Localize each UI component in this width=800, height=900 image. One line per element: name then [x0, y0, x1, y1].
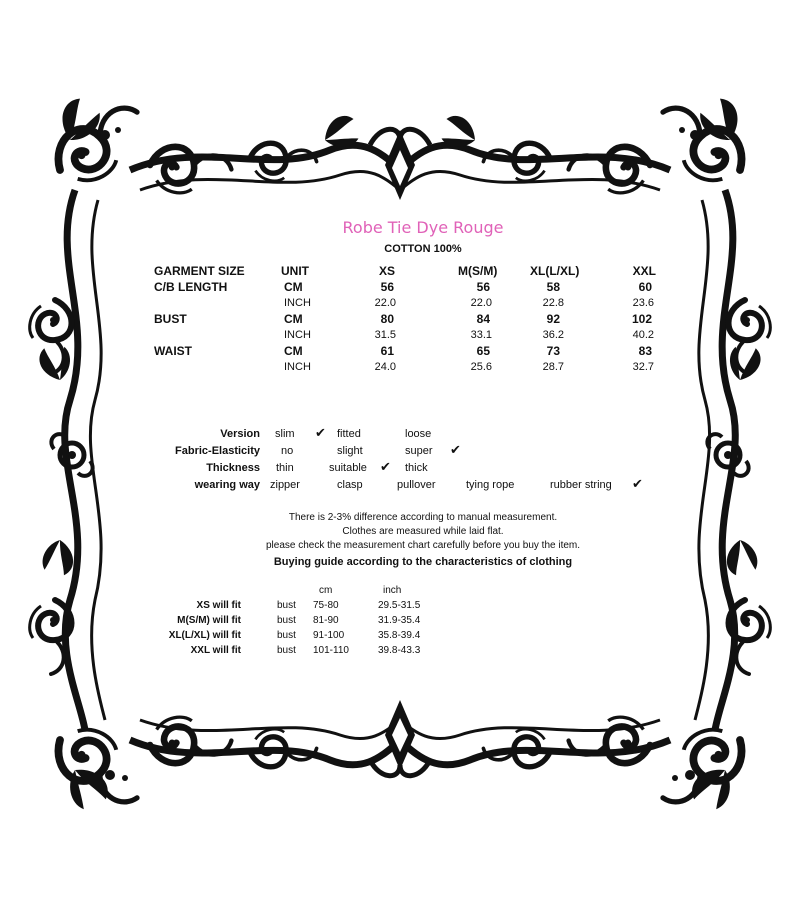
header-xl: XL(L/XL) — [530, 264, 580, 278]
length-inch-xl: 22.8 — [542, 297, 564, 309]
unit-inch: INCH — [284, 297, 311, 309]
fit-label-xxl: XXL will fit — [190, 645, 241, 656]
fit-inch-m: 31.9-35.4 — [378, 615, 421, 626]
top-center-crest — [370, 129, 430, 200]
note-check-chart: please check the measurement chart carefully before you buy the item. — [265, 540, 581, 551]
length-cm-xl: 58 — [546, 280, 560, 294]
fit-inch-xxl: 39.8-43.3 — [378, 645, 421, 656]
product-title: Robe Tie Dye Rouge — [342, 218, 504, 237]
waist-cm-m: 65 — [476, 344, 490, 358]
waist-inch-xs: 24.0 — [374, 361, 396, 373]
header-unit: UNIT — [281, 264, 309, 278]
unit-cm: CM — [284, 344, 303, 358]
thickness-label: Thickness — [206, 462, 260, 474]
version-option-slim: slim — [275, 428, 295, 440]
waist-cm-xxl: 83 — [638, 344, 652, 358]
length-cm-m: 56 — [476, 280, 490, 294]
unit-inch: INCH — [284, 329, 311, 341]
buying-guide-title: Buying guide according to the characteristics of clothing — [273, 556, 573, 568]
row-label-bust: BUST — [154, 312, 187, 326]
wearing-option-pullover: pullover — [397, 479, 436, 491]
wearing-way-label: wearing way — [194, 479, 260, 491]
wearing-option-rubber-string: rubber string — [550, 479, 612, 491]
row-label-waist: WAIST — [154, 344, 192, 358]
header-xs: XS — [379, 264, 396, 278]
elasticity-label: Fabric-Elasticity — [175, 445, 260, 457]
unit-cm: CM — [284, 280, 303, 294]
corner-bottom-right — [645, 715, 754, 818]
waist-cm-xl: 73 — [546, 344, 560, 358]
unit-inch: INCH — [284, 361, 311, 373]
bust-inch-xl: 36.2 — [542, 329, 564, 341]
fit-inch-xs: 29.5-31.5 — [378, 600, 421, 611]
bust-inch-xs: 31.5 — [374, 329, 396, 341]
corner-top-left — [46, 92, 155, 195]
elasticity-option-slight: slight — [337, 445, 363, 457]
corner-bottom-left — [46, 715, 155, 818]
fit-part: bust — [277, 630, 296, 641]
header-xxl: XXL — [632, 264, 656, 278]
material-label: COTTON 100% — [384, 243, 462, 255]
waist-inch-xxl: 32.7 — [632, 361, 654, 373]
checkmark-icon: ✔ — [450, 442, 461, 457]
row-label-length: C/B LENGTH — [154, 280, 228, 294]
fit-part: bust — [277, 645, 296, 656]
bust-cm-xxl: 102 — [631, 312, 652, 326]
fit-label-xs: XS will fit — [196, 600, 241, 611]
checkmark-icon: ✔ — [632, 476, 643, 491]
corner-top-right — [645, 92, 754, 195]
fit-col-inch: inch — [383, 585, 402, 596]
elasticity-option-no: no — [281, 445, 294, 457]
waist-cm-xs: 61 — [380, 344, 394, 358]
version-option-loose: loose — [405, 428, 432, 440]
thickness-option-thin: thin — [276, 462, 294, 474]
bust-inch-m: 33.1 — [470, 329, 492, 341]
fit-inch-xl: 35.8-39.4 — [378, 630, 421, 641]
thickness-option-thick: thick — [405, 462, 428, 474]
fit-label-m: M(S/M) will fit — [177, 615, 241, 626]
fit-cm-xl: 91-100 — [313, 630, 345, 641]
version-option-fitted: fitted — [337, 428, 361, 440]
thickness-option-suitable: suitable — [329, 462, 367, 474]
bust-cm-xl: 92 — [546, 312, 560, 326]
length-cm-xxl: 60 — [638, 280, 652, 294]
wearing-option-zipper: zipper — [270, 479, 300, 491]
length-inch-xxl: 23.6 — [632, 297, 654, 309]
fit-col-cm: cm — [319, 585, 333, 596]
fit-part: bust — [277, 600, 296, 611]
fit-cm-m: 81-90 — [313, 615, 339, 626]
checkmark-icon: ✔ — [315, 425, 326, 440]
fit-cm-xxl: 101-110 — [313, 645, 349, 656]
fit-cm-xs: 75-80 — [313, 600, 339, 611]
fit-label-xl: XL(L/XL) will fit — [168, 630, 241, 641]
waist-inch-xl: 28.7 — [542, 361, 564, 373]
header-garment-size: GARMENT SIZE — [154, 264, 245, 278]
unit-cm: CM — [284, 312, 303, 326]
wearing-option-clasp: clasp — [337, 479, 363, 491]
note-difference: There is 2-3% difference according to manual measurement. — [288, 512, 558, 523]
length-inch-m: 22.0 — [470, 297, 492, 309]
length-cm-xs: 56 — [380, 280, 394, 294]
wearing-option-tying-rope: tying rope — [466, 479, 515, 491]
bottom-center-crest — [370, 700, 430, 776]
waist-inch-m: 25.6 — [470, 361, 492, 373]
bust-cm-xs: 80 — [380, 312, 394, 326]
fit-part: bust — [277, 615, 296, 626]
version-label: Version — [220, 428, 260, 440]
header-m: M(S/M) — [458, 264, 498, 278]
length-inch-xs: 22.0 — [374, 297, 396, 309]
elasticity-option-super: super — [405, 445, 433, 457]
bust-cm-m: 84 — [476, 312, 490, 326]
note-laid-flat: Clothes are measured while laid flat. — [342, 526, 504, 537]
checkmark-icon: ✔ — [380, 459, 391, 474]
bust-inch-xxl: 40.2 — [632, 329, 654, 341]
